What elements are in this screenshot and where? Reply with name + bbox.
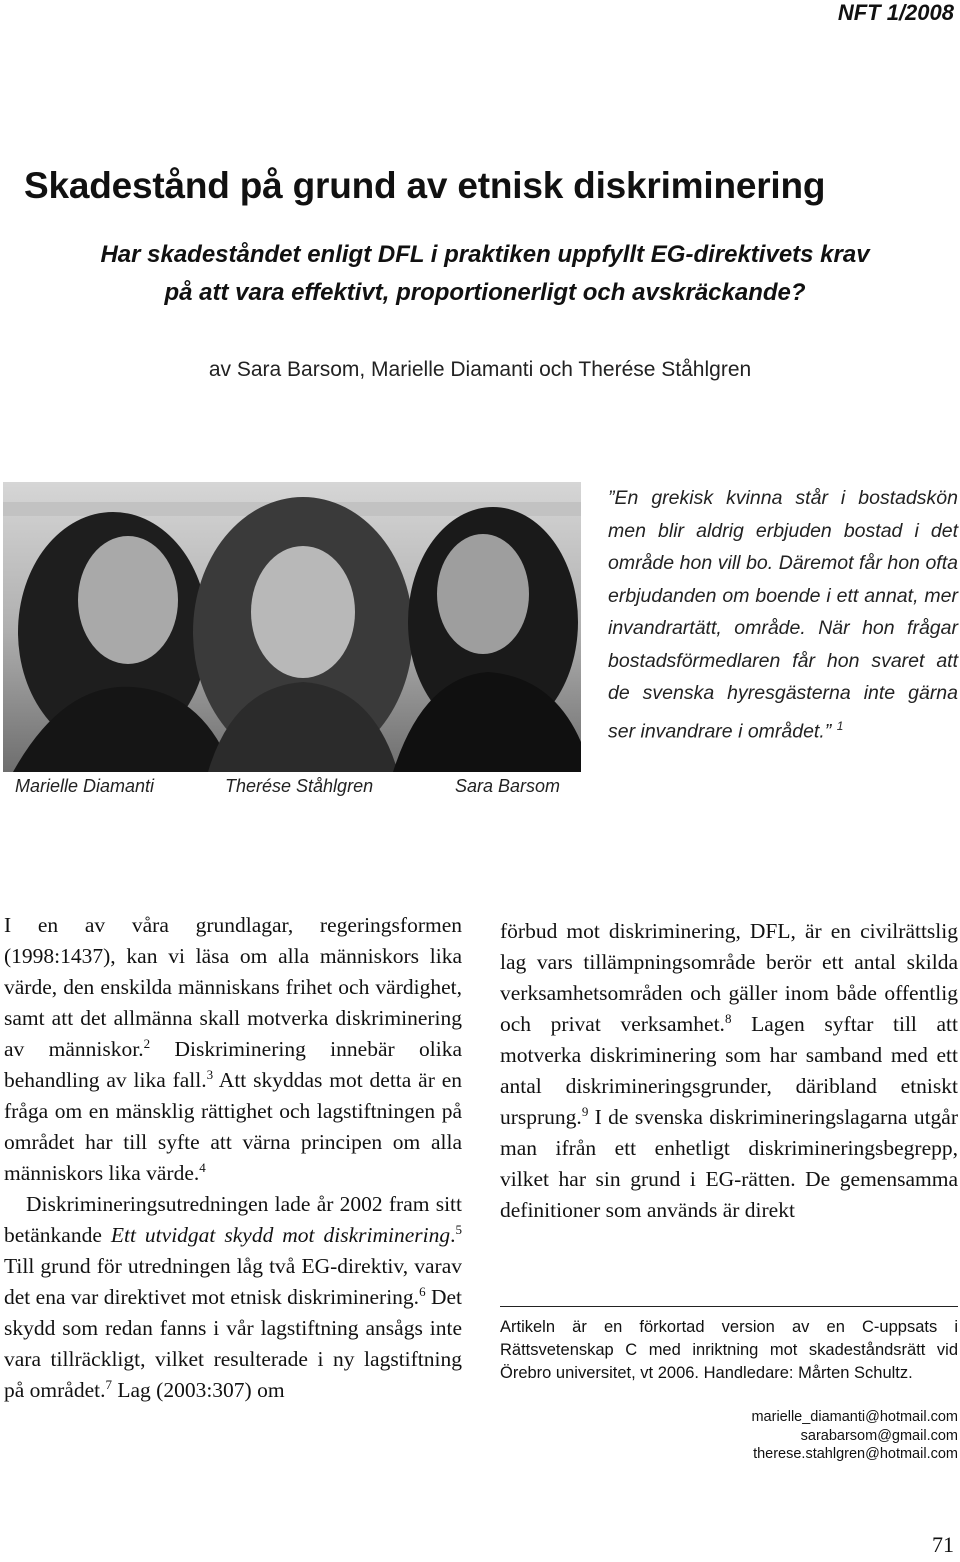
subtitle-line-1: Har skadeståndet enligt DFL i praktiken uppfyllt EG-direktivets krav bbox=[100, 241, 870, 268]
email-address: sarabarsom@gmail.com bbox=[800, 1427, 958, 1444]
caption-therese-stahlgren: Therése Ståhlgren bbox=[225, 776, 374, 796]
body-column-left bbox=[4, 910, 462, 1406]
text-run: I de svenska diskrimineringslagarna utgår man ifrån ett enhetligt diskrimineringsbegrepp, vilket har sin grund i EG-rätten. De gemensamma definitioner som används är direkt bbox=[500, 1105, 958, 1222]
email-address: therese.stahlgren@hotmail.com bbox=[753, 1446, 958, 1462]
text-run: Till grund för utredningen låg två EG-direktiv, varav det ena var direktivet mot etnisk diskriminering. bbox=[4, 1254, 462, 1309]
text-run: Diskrimineringsutredningen lade år 2002 fram sitt betänkande bbox=[4, 1192, 462, 1247]
text-run: Lag (2003:307) om bbox=[112, 1378, 285, 1402]
report-title: Ett utvidgat skydd mot diskriminering bbox=[110, 1223, 451, 1247]
footnote-ref: 2 bbox=[143, 1035, 151, 1051]
pull-quote-footnote-ref: 1 bbox=[836, 718, 844, 733]
footnote-ref: 7 bbox=[105, 1376, 112, 1392]
email-address: marielle_diamanti@hotmail.com bbox=[751, 1409, 958, 1425]
text-run: Diskriminering innebär olika behandling av lika fall. bbox=[4, 1037, 462, 1092]
subtitle-line-2: på att vara effektivt, proportionerligt och avskräckande? bbox=[164, 279, 806, 306]
footnote-ref: 9 bbox=[581, 1103, 589, 1119]
footnote-ref: 5 bbox=[455, 1221, 462, 1237]
paragraph bbox=[4, 910, 462, 1189]
text-run: Att skyddas mot detta är en fråga om en mänsklig rättighet och lagstiftningen på området har till syfte att värna principen om alla människors lika värde. bbox=[4, 1068, 463, 1185]
footnote-ref: 4 bbox=[199, 1159, 206, 1175]
caption-sara-barsom: Sara Barsom bbox=[455, 776, 561, 796]
text-run: Det skydd som redan fanns i vår lagstiftning ansågs inte vara tillräckligt, vilket resulterade i ny lagstiftning på området. bbox=[4, 1285, 462, 1402]
journal-issue-header: NFT 1/2008 bbox=[837, 0, 954, 25]
author-byline: av Sara Barsom, Marielle Diamanti och Therése Ståhlgren bbox=[208, 358, 752, 381]
footnote-ref: 6 bbox=[419, 1283, 426, 1299]
article-note: Artikeln är en förkortad version av en C-uppsats i Rättsvetenskap C med inriktning mot skadeståndsrätt vid Örebro universitet, vt 2006. Handledare: Mårten Schultz. bbox=[500, 1318, 958, 1382]
author-emails bbox=[600, 1408, 958, 1464]
paragraph bbox=[4, 1189, 462, 1406]
text-run: förbud mot diskriminering, DFL, är en civilrättslig lag vars tillämpningsområde berör ett antal skilda verksamhetsområden och gäller inom både offentlig och privat verksamhet. bbox=[500, 919, 958, 1036]
text-run: . bbox=[450, 1223, 456, 1247]
body-column-right bbox=[500, 916, 958, 1226]
text-run: Lagen syftar till att motverka diskriminering som har samband med ett antal diskrimineringsgrunder, däribland etniskt ursprung. bbox=[500, 1012, 959, 1129]
footnote-ref: 8 bbox=[724, 1010, 732, 1026]
caption-marielle-diamanti: Marielle Diamanti bbox=[15, 776, 155, 796]
page-number: 71 bbox=[932, 1532, 954, 1557]
footnote-divider bbox=[500, 1306, 958, 1307]
pull-quote-text: ”En grekisk kvinna står i bostadskön men blir aldrig erbjuden bostad i det område hon vill bo. Däremot får hon ofta erbjudanden om boende i ett annat, mer invandrartätt, område. När hon frågar bostadsförmedlaren får hon svaret att de svenska hyresgästerna inte gärna ser invandrare i området.” bbox=[608, 487, 958, 742]
article-title: Skadestånd på grund av etnisk diskriminering bbox=[24, 165, 826, 206]
article-subtitle bbox=[20, 236, 950, 312]
photo-captions bbox=[3, 776, 581, 802]
authors-photo bbox=[3, 482, 581, 772]
pull-quote bbox=[608, 482, 958, 748]
paragraph bbox=[500, 916, 958, 1226]
text-run: I en av våra grundlagar, regeringsformen (1998:1437), kan vi läsa om alla människors lika värde, den enskilda människans frihet och värdighet, samt att det allmänna skall motverka diskriminering av människor. bbox=[4, 913, 462, 1061]
footnote-ref: 3 bbox=[206, 1066, 214, 1082]
